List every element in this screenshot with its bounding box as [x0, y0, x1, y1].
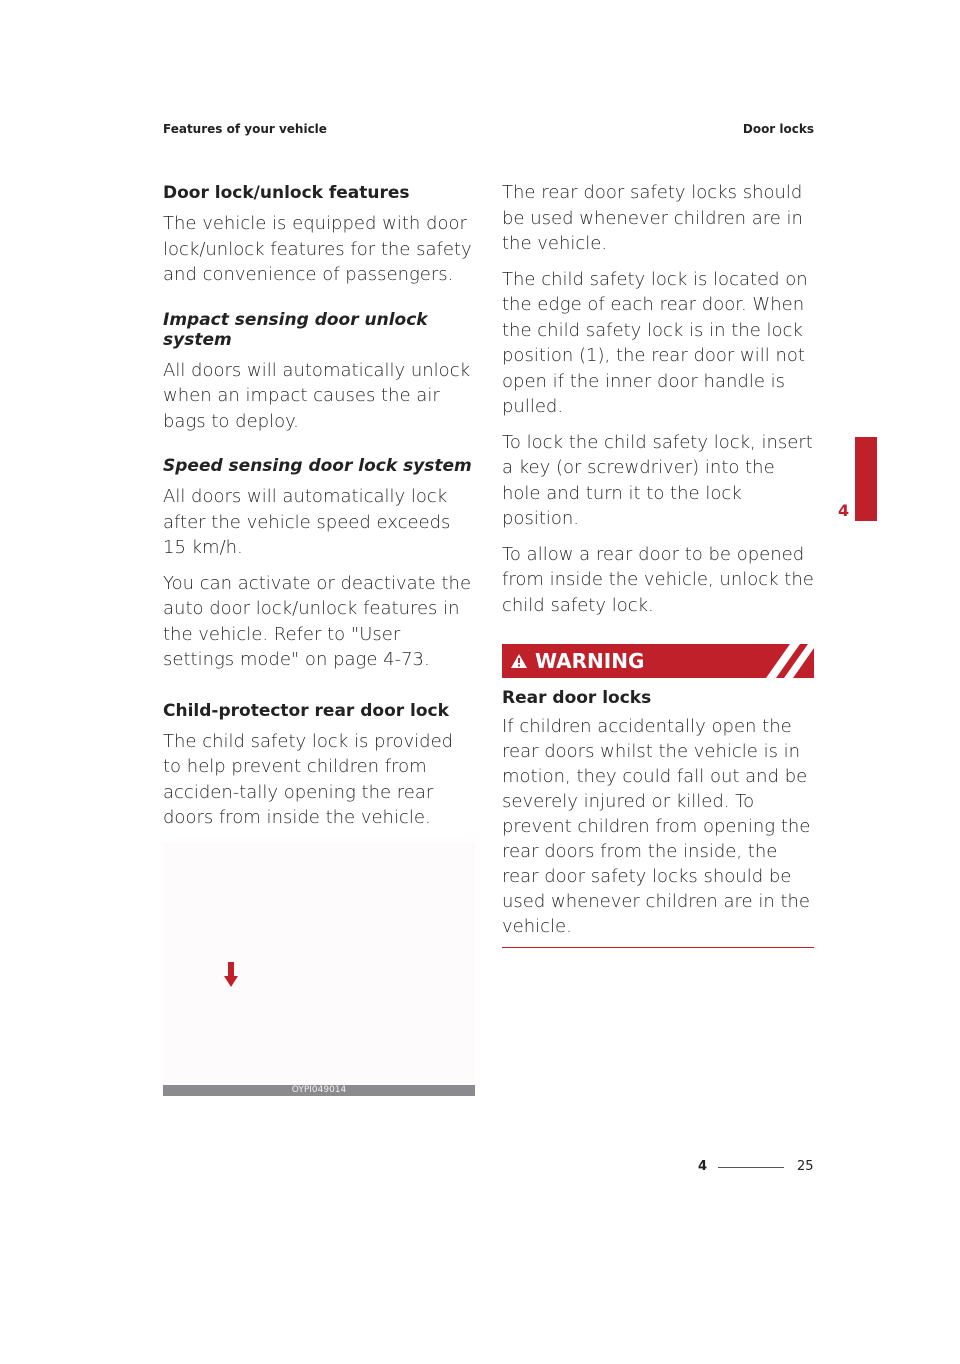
- heading-door-lock-features: Door lock/unlock features: [163, 183, 410, 203]
- paragraph: The rear door safety locks should be used whenever children are in the vehicle.: [502, 182, 803, 254]
- paragraph: To allow a rear door to be opened from inside the vehicle, unlock the child safety lock.: [502, 543, 814, 616]
- warning-banner: [502, 644, 814, 678]
- running-header-section: Features of your vehicle: [163, 122, 327, 136]
- footer-chapter: 4: [698, 1159, 708, 1174]
- chapter-side-number: 4: [838, 501, 850, 520]
- down-arrow-icon: [224, 962, 238, 988]
- heading-impact-sensing: Impact sensing door unlock system: [163, 309, 428, 350]
- chapter-side-tab: [855, 437, 877, 521]
- paragraph: All doors will automatically lock after the vehicle speed exceeds 15 km/h.: [163, 486, 451, 558]
- paragraph: To lock the child safety lock, insert a key (or screwdriver) into the hole and turn it to the lock position.: [502, 431, 813, 529]
- warning-title: WARNING: [535, 649, 645, 673]
- heading-child-protector: Child-protector rear door lock: [163, 700, 449, 721]
- footer-divider: [718, 1167, 784, 1168]
- warning-stripes-decoration: [754, 644, 814, 678]
- right-column: [502, 180, 814, 948]
- warning-subtitle: Rear door locks: [502, 688, 652, 708]
- warning-divider: [502, 947, 814, 948]
- warning-triangle-icon: [510, 653, 528, 669]
- running-header-topic: Door locks: [742, 122, 814, 136]
- child-lock-figure: [163, 842, 475, 1096]
- paragraph: The child safety lock is located on the edge of each rear door. When the child safety lock is in the lock position (1), the rear door will not open if the inner door handle is pulled.: [502, 268, 808, 417]
- warning-text: If children accidentally open the rear doors whilst the vehicle is in motion, they could fall out and be severely injured or killed. To prevent children from opening the rear doors from the inside, the rear door safety locks should be used whenever children are in the vehicle.: [502, 716, 811, 937]
- heading-speed-sensing: Speed sensing door lock system: [163, 456, 472, 476]
- left-column: [163, 180, 475, 841]
- footer-page-number: 25: [797, 1159, 814, 1174]
- paragraph: All doors will automatically unlock when an impact causes the air bags to deploy.: [163, 359, 471, 432]
- paragraph: The vehicle is equipped with door lock/unlock features for the safety and convenience of passengers.: [163, 213, 472, 285]
- paragraph: The child safety lock is provided to help prevent children from acciden-tally opening the rear doors from inside the vehicle.: [163, 730, 454, 828]
- paragraph: You can activate or deactivate the auto door lock/unlock features in the vehicle. Refer to "User settings mode" on page 4-73.: [163, 572, 472, 670]
- figure-code: OYPI049014: [163, 1085, 475, 1096]
